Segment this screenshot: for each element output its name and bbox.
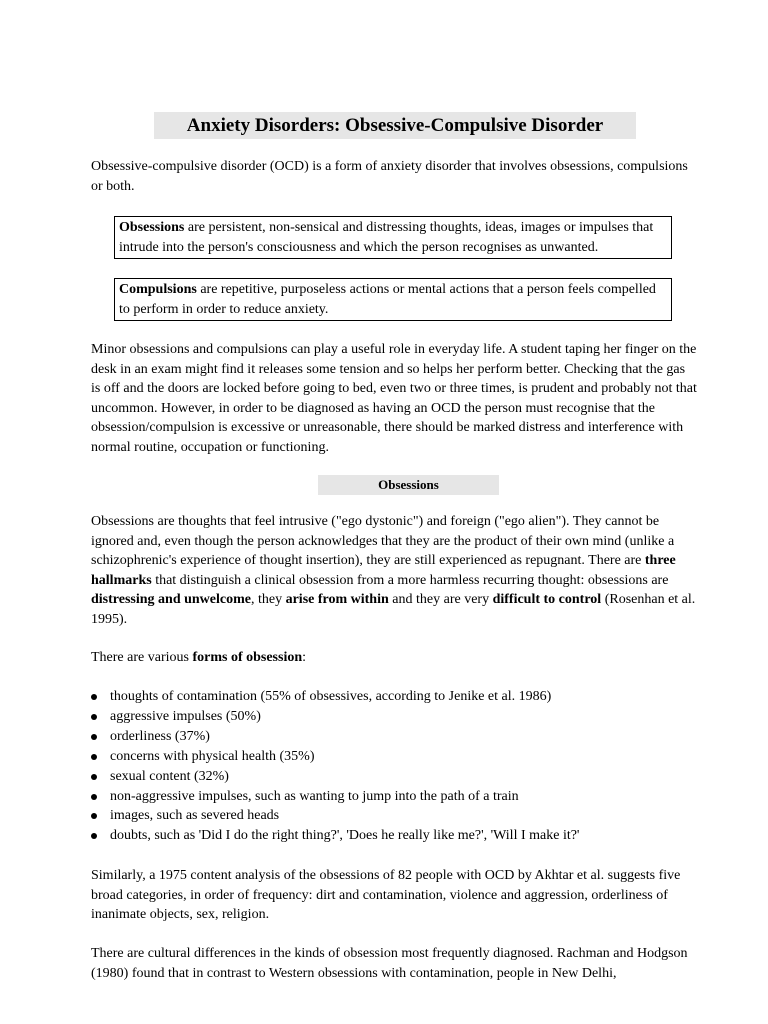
obs-bold-three-hallmarks: three hallmarks (91, 553, 676, 588)
bullet-icon (91, 833, 97, 839)
obsessions-definition-box (114, 216, 672, 259)
list-item-text: orderliness (37%) (110, 728, 210, 744)
minor-obsessions-paragraph: Minor obsessions and compulsions can play a useful role in everyday life. A student taping her finger on the desk in an exam might find it releases some tension and so helps her perform better. Checking that the gas is off and the doors are locked before going to bed, even two or three times, is prudent and probably not that uncommon. However, in order to be diagnosed as having an OCD the person must recognise that the obsession/compulsion is excessive or unreasonable, there should be marked distress and interference with normal routine, occupation or functioning. (91, 342, 697, 455)
section-heading-banner (318, 475, 499, 495)
forms-intro-text: There are various (91, 650, 193, 665)
bullet-icon (91, 774, 97, 780)
obsessions-paragraph (91, 512, 697, 630)
forms-of-obsession-list (91, 687, 697, 846)
forms-intro-bold: forms of obsession (192, 650, 303, 665)
obs-bold-distressing: distressing and unwelcome (91, 592, 251, 608)
compulsions-term: Compulsions (119, 282, 197, 297)
list-item-text: non-aggressive impulses, such as wanting to jump into the path of a train (110, 788, 519, 804)
list-item-text: images, such as severed heads (110, 808, 280, 824)
bullet-icon (91, 813, 97, 819)
bullet-icon (91, 754, 97, 760)
akhtar-paragraph: Similarly, a 1975 content analysis of the obsessions of 82 people with OCD by Akhtar et al. suggests five broad categories, in order of frequency: dirt and contamination, violence and aggression, orderliness of inanimate objects, sex, religion. (91, 868, 681, 923)
obs-text-2: that distinguish a clinical obsession from a more harmless recurring thought: obsessions are (151, 572, 669, 588)
list-item (91, 826, 697, 846)
list-item (91, 806, 697, 826)
obs-text-5: (Rosenhan et al. 1995). (91, 592, 696, 627)
section-heading: Obsessions (378, 477, 439, 492)
page-title: Anxiety Disorders: Obsessive-Compulsive Disorder (186, 115, 604, 136)
list-item-text: aggressive impulses (50%) (110, 708, 261, 724)
compulsions-definition-box (114, 278, 672, 321)
obs-bold-difficult-control: difficult to control (492, 592, 602, 608)
list-item-text: sexual content (32%) (110, 768, 229, 784)
list-item (91, 727, 697, 747)
list-item (91, 747, 697, 767)
cultural-differences-paragraph: There are cultural differences in the kinds of obsession most frequently diagnosed. Rachman and Hodgson (1980) found that in contrast to Western obsessions with contamination, people in New Delhi, (91, 946, 688, 981)
list-item-text: doubts, such as 'Did I do the right thing?', 'Does he really like me?', 'Will I make it?' (110, 828, 580, 844)
list-item-text: thoughts of contamination (55% of obsessives, according to Jenike et al. 1986) (110, 689, 552, 704)
obs-text-4: and they are very (388, 592, 493, 608)
bullet-icon (91, 794, 97, 800)
obsessions-term: Obsessions (119, 220, 185, 235)
obs-text-3: , they (250, 592, 286, 608)
obsessions-definition: are persistent, non-sensical and distressing thoughts, ideas, images or impulses that intrude into the person's consciousness and which the person recognises as unwanted. (119, 220, 654, 255)
list-item-text: concerns with physical health (35%) (110, 748, 315, 764)
compulsions-definition: are repetitive, purposeless actions or mental actions that a person feels compelled to perform in order to reduce anxiety. (119, 282, 656, 317)
list-item (91, 767, 697, 787)
title-banner (154, 112, 636, 139)
list-item (91, 787, 697, 807)
bullet-icon (91, 694, 97, 700)
list-item (91, 687, 697, 707)
intro-paragraph: Obsessive-compulsive disorder (OCD) is a form of anxiety disorder that involves obsessions, compulsions or both. (91, 159, 688, 194)
forms-intro-paragraph (91, 648, 697, 668)
obs-text-1: Obsessions are thoughts that feel intrusive ("ego dystonic") and foreign ("ego alien"). They cannot be ignored and, even though the person acknowledges that they are the product of their own mind (unlike a schizophrenic's experience of thought insertion), they are still experienced as repugnant. There are (91, 514, 675, 569)
bullet-icon (91, 734, 97, 740)
bullet-icon (91, 714, 97, 720)
list-item (91, 707, 697, 727)
obs-bold-arise-within: arise from within (285, 592, 389, 608)
forms-intro-colon: : (302, 650, 307, 665)
